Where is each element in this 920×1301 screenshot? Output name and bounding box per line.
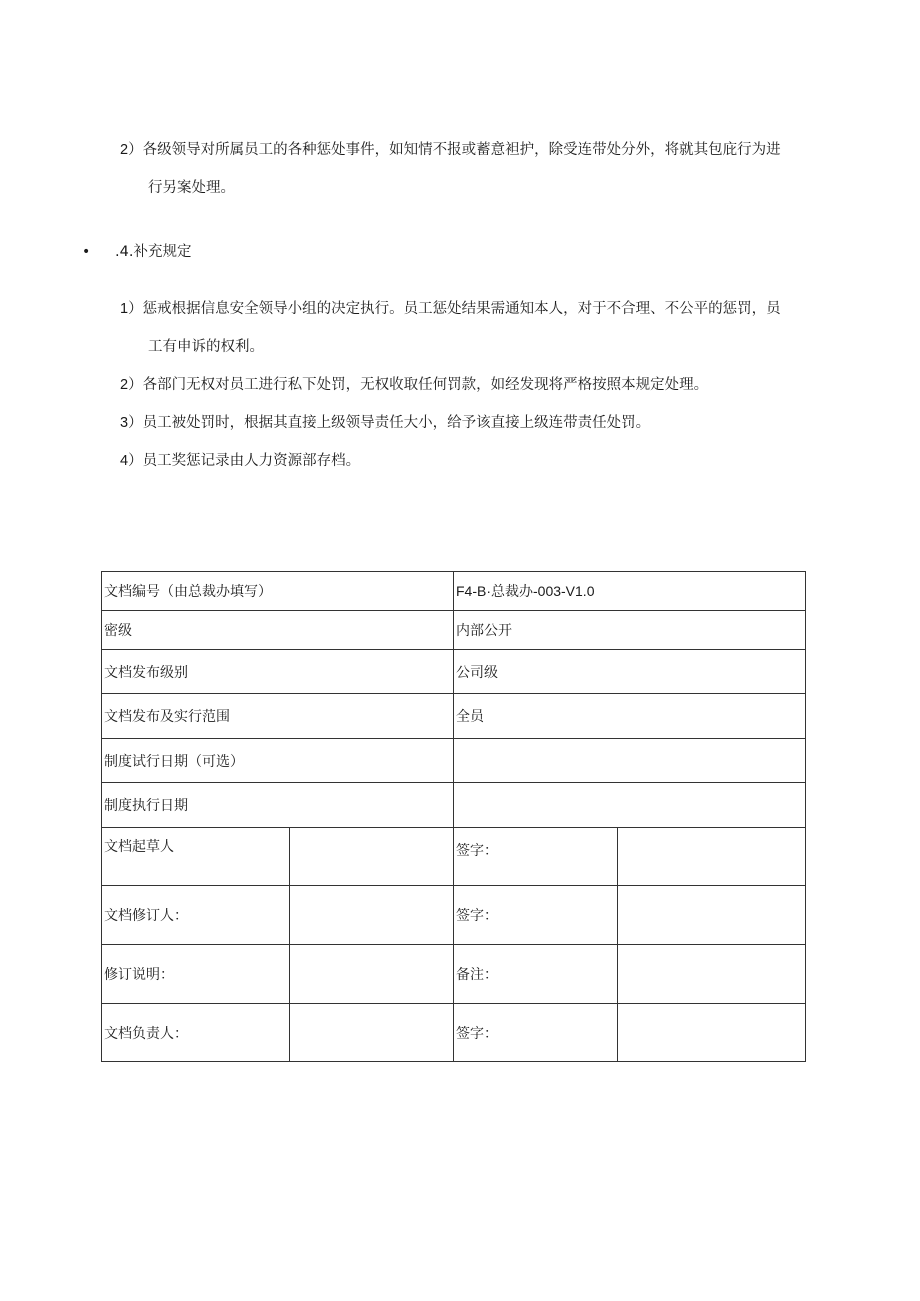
drafter-sign-value bbox=[618, 828, 806, 886]
drafter-label: 文档起草人 bbox=[102, 828, 290, 886]
bullet-icon: • bbox=[82, 244, 91, 260]
item-1-text: 惩戒根据信息安全领导小组的决定执行。员工惩处结果需通知本人，对于不合理、不公平的惩罚，员 bbox=[142, 301, 781, 317]
owner-name bbox=[290, 1004, 454, 1062]
item-3-number: 3） bbox=[120, 415, 143, 431]
remarks-label: 备注： bbox=[454, 945, 618, 1004]
table-row bbox=[102, 611, 806, 650]
item-4-text: 员工奖惩记录由人力资源部存档。 bbox=[142, 453, 361, 469]
table-row bbox=[102, 783, 806, 828]
item-3 bbox=[120, 413, 650, 433]
prev-item-2-line2: 行另案处理。 bbox=[148, 180, 235, 196]
table-row bbox=[102, 694, 806, 739]
reviser-sign-label: 签字： bbox=[454, 886, 618, 945]
owner-sign-value bbox=[618, 1004, 806, 1062]
security-level-label: 密级 bbox=[102, 611, 454, 650]
document-info-table bbox=[101, 571, 806, 1062]
table-row bbox=[102, 739, 806, 783]
item-3-text: 员工被处罚时，根据其直接上级领导责任大小，给予该直接上级连带责任处罚。 bbox=[142, 415, 651, 431]
release-scope-value: 全员 bbox=[454, 694, 806, 739]
reviser-name bbox=[290, 886, 454, 945]
reviser-label: 文档修订人： bbox=[102, 886, 290, 945]
prev-item-2-number: 2） bbox=[120, 142, 143, 158]
revision-note-value bbox=[290, 945, 454, 1004]
doc-number-value: F4-B·总裁办-003-V1.0 bbox=[454, 572, 806, 611]
owner-sign-label: 签字： bbox=[454, 1004, 618, 1062]
effective-date-value bbox=[454, 783, 806, 828]
remarks-value bbox=[618, 945, 806, 1004]
item-1-number: 1） bbox=[120, 301, 143, 317]
drafter-name bbox=[290, 828, 454, 886]
table-row bbox=[102, 886, 806, 945]
table-row bbox=[102, 1004, 806, 1062]
security-level-value: 内部公开 bbox=[454, 611, 806, 650]
table-row bbox=[102, 650, 806, 694]
prev-item-2-text: 各级领导对所属员工的各种惩处事件，如知情不报或蓄意袒护，除受连带处分外，将就其包庇行为进 bbox=[142, 142, 781, 158]
release-level-label: 文档发布级别 bbox=[102, 650, 454, 694]
trial-date-label: 制度试行日期（可选） bbox=[102, 739, 454, 783]
reviser-sign-value bbox=[618, 886, 806, 945]
item-1-line2: 工有申诉的权利。 bbox=[148, 339, 264, 355]
section-heading: .4.补充规定 bbox=[115, 244, 192, 260]
release-scope-label: 文档发布及实行范围 bbox=[102, 694, 454, 739]
item-2-number: 2） bbox=[120, 377, 143, 393]
item-2-text: 各部门无权对员工进行私下处罚，无权收取任何罚款，如经发现将严格按照本规定处理。 bbox=[142, 377, 709, 393]
prev-item-2-line1 bbox=[120, 140, 781, 160]
trial-date-value bbox=[454, 739, 806, 783]
release-level-value: 公司级 bbox=[454, 650, 806, 694]
effective-date-label: 制度执行日期 bbox=[102, 783, 454, 828]
revision-note-label: 修订说明： bbox=[102, 945, 290, 1004]
drafter-sign-label: 签字： bbox=[454, 828, 618, 886]
item-1-line1 bbox=[120, 299, 781, 319]
table-row bbox=[102, 945, 806, 1004]
item-4 bbox=[120, 451, 360, 471]
doc-number-label: 文档编号（由总裁办填写） bbox=[102, 572, 454, 611]
item-4-number: 4） bbox=[120, 453, 143, 469]
owner-label: 文档负责人： bbox=[102, 1004, 290, 1062]
table-row bbox=[102, 572, 806, 611]
table-row bbox=[102, 828, 806, 886]
item-2 bbox=[120, 375, 708, 395]
